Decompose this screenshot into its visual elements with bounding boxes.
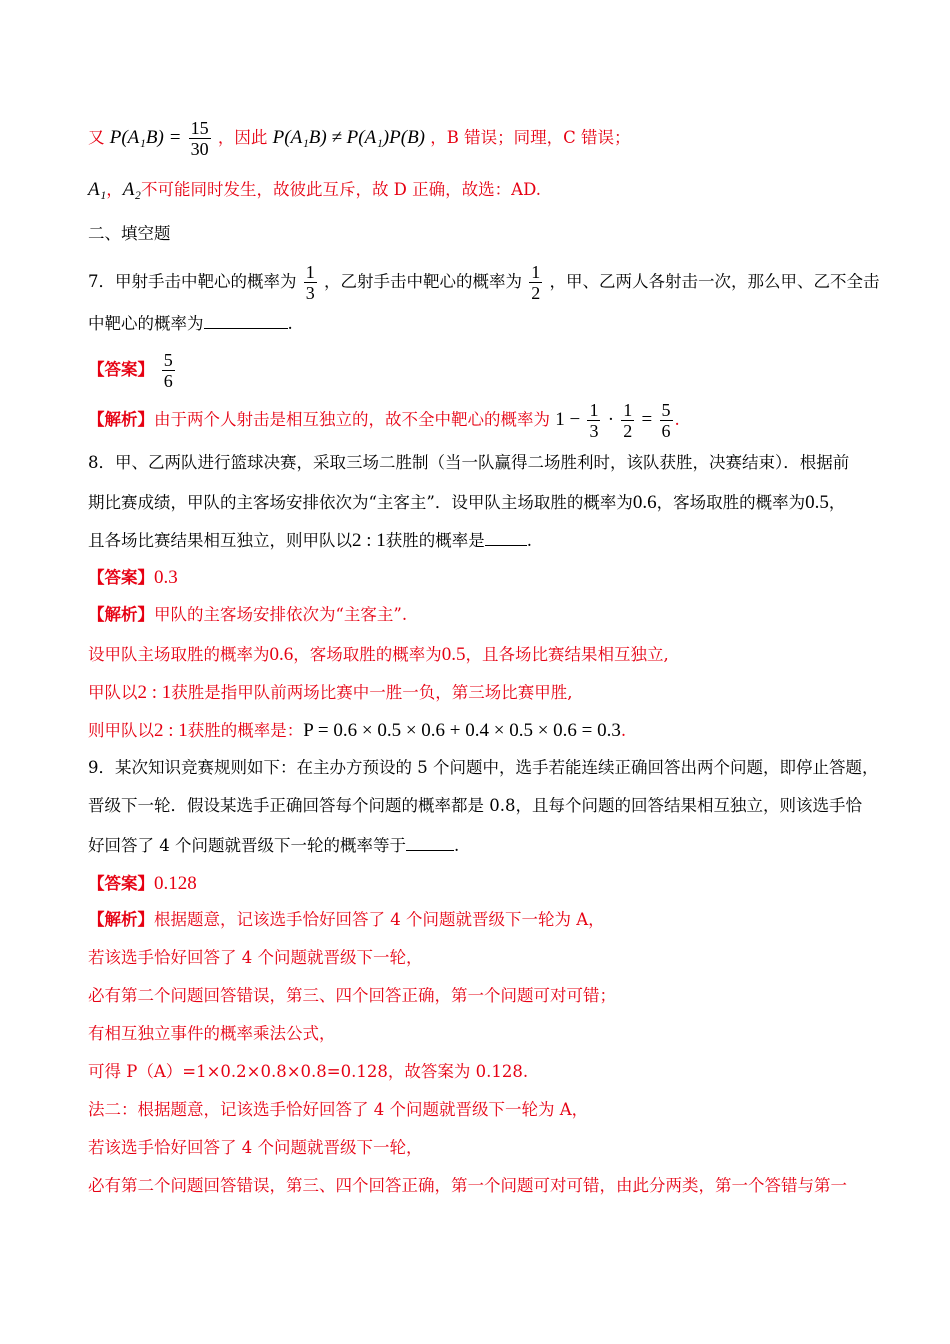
explanation-label: 【解析】 xyxy=(88,910,154,929)
value: 0.5 xyxy=(805,492,829,513)
fraction xyxy=(587,400,600,441)
question-9-line-3 xyxy=(88,836,880,855)
text: ，且各场比赛结果相互独立, xyxy=(465,645,669,664)
text: 甲队的主客场安排依次为“主客主”. xyxy=(154,605,408,624)
text: 中靶心的概率为 xyxy=(88,314,204,333)
explanation-label: 【解析】 xyxy=(88,605,154,624)
denominator: 6 xyxy=(661,421,671,441)
question-8-explanation-4 xyxy=(88,721,880,740)
formula: 1 − xyxy=(555,409,581,430)
text: 不可能同时发生，故彼此互斥，故 D 正确，故选：AD. xyxy=(140,180,541,199)
answer-label: 【答案】 xyxy=(88,360,154,379)
text: . xyxy=(526,531,533,550)
question-9-explanation-7: 若该选手恰好回答了 4 个问题就晋级下一轮， xyxy=(88,1138,423,1157)
text: 根据题意，记该选手恰好回答了 4 个问题就晋级下一轮为 A， xyxy=(154,910,605,929)
value: 2 : 1 xyxy=(137,682,172,703)
denominator: 3 xyxy=(305,283,315,303)
text: ，因此 xyxy=(217,128,268,147)
question-8-explanation-3 xyxy=(88,683,880,702)
formula: = xyxy=(641,409,653,430)
numerator: 1 xyxy=(623,400,633,420)
fraction xyxy=(660,400,673,441)
formula: P(A₁B) = xyxy=(109,127,182,148)
text: ， xyxy=(828,493,846,512)
question-7-line-1 xyxy=(88,262,880,303)
text: . xyxy=(674,410,680,429)
text: ，客场取胜的概率为 xyxy=(293,645,442,664)
answer-blank xyxy=(406,836,454,851)
text: 甲队以 xyxy=(88,683,138,702)
text: . xyxy=(620,721,627,740)
fraction xyxy=(621,400,634,441)
text: 好回答了 4 个问题就晋级下一轮的概率等于 xyxy=(88,836,406,855)
text: ，乙射手击中靶心的概率为 xyxy=(324,272,522,291)
question-8-answer xyxy=(88,568,880,587)
value: 0.6 xyxy=(269,644,294,665)
question-9-answer xyxy=(88,874,880,893)
question-9-explanation-8: 必有第二个问题回答错误，第三、四个回答正确，第一个问题可对可错，由此分两类，第一个答错与第一 xyxy=(88,1176,847,1195)
question-9-explanation-1 xyxy=(88,912,880,929)
question-7-line-2 xyxy=(88,314,880,333)
formula: A₁ xyxy=(88,179,107,200)
question-8-explanation-2 xyxy=(88,645,880,664)
text: ， xyxy=(106,180,123,199)
formula: · xyxy=(607,409,615,430)
numerator: 5 xyxy=(163,350,173,370)
question-8-line-2 xyxy=(88,493,880,512)
numerator: 1 xyxy=(305,262,315,282)
question-9-explanation-2: 若该选手恰好回答了 4 个问题就晋级下一轮， xyxy=(88,948,423,967)
fraction xyxy=(189,118,211,159)
question-8-explanation-1 xyxy=(88,607,880,624)
text: ，B 错误；同理，C 错误； xyxy=(430,128,631,147)
question-8-line-3 xyxy=(88,531,880,550)
answer-label: 【答案】 xyxy=(88,874,154,893)
text: 又 xyxy=(88,128,105,147)
explanation-line-1 xyxy=(88,118,880,159)
formula: P(A₁B) ≠ P(A₁)P(B) xyxy=(272,127,425,148)
value: 2 : 1 xyxy=(352,530,386,551)
fraction xyxy=(304,262,317,303)
text: 获胜的概率是 xyxy=(385,531,485,550)
answer-blank xyxy=(204,314,288,329)
numerator: 15 xyxy=(190,118,209,138)
text: 且各场比赛结果相互独立，则甲队以 xyxy=(88,531,352,550)
text: ，甲、乙两人各射击一次，那么甲、乙不全击 xyxy=(549,272,880,291)
text: 由于两个人射击是相互独立的，故不全中靶心的概率为 xyxy=(154,410,550,429)
numerator: 1 xyxy=(589,400,599,420)
text: 期比赛成绩，甲队的主客场安排依次为“主客主”．设甲队主场取胜的概率为 xyxy=(88,493,633,512)
denominator: 30 xyxy=(190,139,209,159)
answer-value: 0.3 xyxy=(154,567,178,588)
explanation-line-2 xyxy=(88,180,880,199)
fraction xyxy=(529,262,542,303)
denominator: 2 xyxy=(531,283,541,303)
question-7-answer xyxy=(88,350,880,391)
question-9-explanation-6: 法二：根据题意，记该选手恰好回答了 4 个问题就晋级下一轮为 A， xyxy=(88,1100,589,1119)
text: 获胜是指甲队前两场比赛中一胜一负，第三场比赛甲胜, xyxy=(171,683,573,702)
text: ，客场取胜的概率为 xyxy=(656,493,806,512)
question-9-explanation-3: 必有第二个问题回答错误，第三、四个回答正确，第一个问题可对可错； xyxy=(88,986,616,1005)
fraction xyxy=(162,350,175,391)
value: 0.5 xyxy=(441,644,466,665)
question-8-line-1: 8．甲、乙两队进行篮球决赛，采取三场二胜制（当一队赢得二场胜利时，该队获胜，决赛结束）．根据前 xyxy=(88,453,850,472)
text: . xyxy=(454,836,460,855)
text: . xyxy=(287,314,293,333)
text: 获胜的概率是： xyxy=(187,721,304,740)
numerator: 5 xyxy=(661,400,671,420)
question-9-line-1: 9．某次知识竞赛规则如下：在主办方预设的 5 个问题中，选手若能连续正确回答出两个问题，即停止答题， xyxy=(88,758,879,777)
text: 设甲队主场取胜的概率为 xyxy=(88,645,270,664)
text: 则甲队以 xyxy=(88,721,154,740)
value: 0.6 xyxy=(632,492,657,513)
formula: P = 0.6 × 0.5 × 0.6 + 0.4 × 0.5 × 0.6 = 0.3 xyxy=(303,720,621,741)
numerator: 1 xyxy=(531,262,541,282)
explanation-label: 【解析】 xyxy=(88,410,154,429)
formula: A₂ xyxy=(122,179,141,200)
denominator: 2 xyxy=(623,421,633,441)
question-9-line-2: 晋级下一轮．假设某选手正确回答每个问题的概率都是 0.8，且每个问题的回答结果相互独立，则该选手恰 xyxy=(88,796,862,815)
question-9-explanation-5: 可得 P（A）=1×0.2×0.8×0.8=0.128，故答案为 0.128. xyxy=(88,1062,529,1081)
section-heading: 二、填空题 xyxy=(88,224,171,243)
answer-value: 0.128 xyxy=(154,873,197,894)
denominator: 3 xyxy=(589,421,599,441)
answer-blank xyxy=(485,531,527,546)
question-7-explanation xyxy=(88,400,880,441)
text: 7．甲射手击中靶心的概率为 xyxy=(88,272,297,291)
answer-label: 【答案】 xyxy=(88,568,154,587)
question-9-explanation-4: 有相互独立事件的概率乘法公式， xyxy=(88,1024,336,1043)
denominator: 6 xyxy=(163,371,173,391)
value: 2 : 1 xyxy=(154,720,188,741)
